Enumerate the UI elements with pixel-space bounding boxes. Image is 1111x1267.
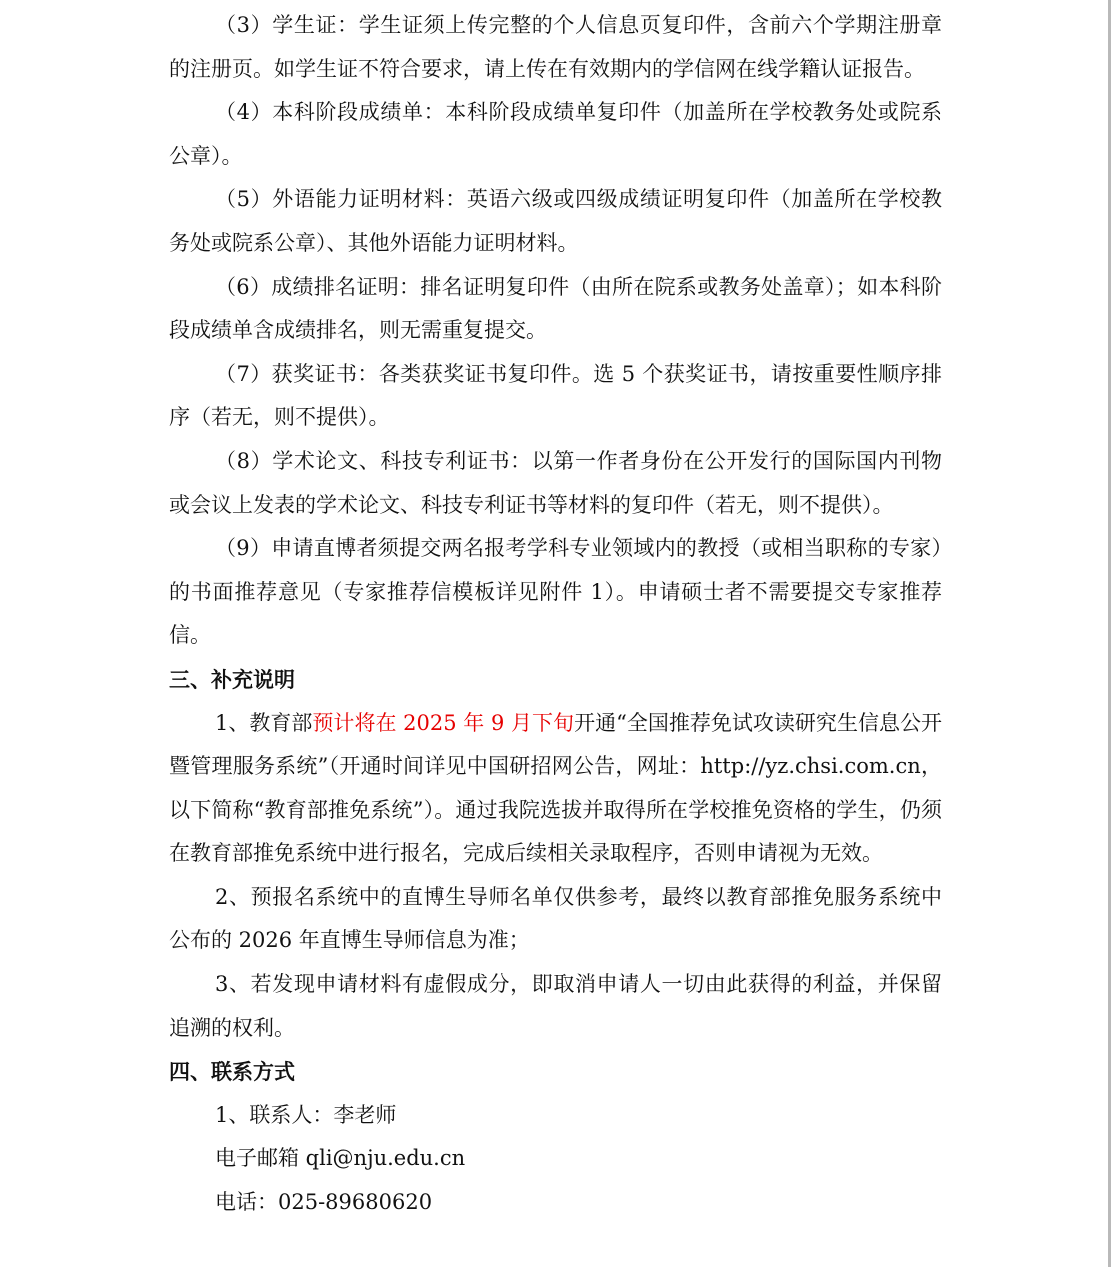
contact-person: 1、联系人：李老师 — [215, 1102, 397, 1127]
contact-email: 电子邮箱 qli@nju.edu.cn — [215, 1146, 466, 1171]
contact-phone: 电话：025-89680620 — [215, 1190, 433, 1215]
item-language-proof: （5）外语能力证明材料：英语六级或四级成绩证明复印件（加盖所在学校教务处或院系公章）、其他外语能力证明材料。 — [169, 187, 942, 255]
section-heading-supplement: 三、补充说明 — [169, 666, 295, 692]
document-body — [169, 4, 942, 1225]
item-student-id: （3）学生证：学生证须上传完整的个人信息页复印件，含前六个学期注册章的注册页。如学生证不符合要求，请上传在有效期内的学信网在线学籍认证报告。 — [169, 13, 942, 81]
item-recommendation-letters: （9）申请直博者须提交两名报考学科专业领域内的教授（或相当职称的专家）的书面推荐意见（专家推荐信模板详见附件 1）。申请硕士者不需要提交专家推荐信。 — [169, 536, 942, 648]
section-heading-contact: 四、联系方式 — [169, 1059, 295, 1085]
item-award-certificates: （7）获奖证书：各类获奖证书复印件。选 5 个获奖证书，请按重要性顺序排序（若无，则不提供）。 — [169, 361, 942, 430]
item-papers-patents: （8）学术论文、科技专利证书：以第一作者身份在公开发行的国际国内刊物或会议上发表的学术论文、科技专利证书等材料的复印件（若无，则不提供）。 — [169, 448, 942, 517]
note-1-rest: 开通“全国推荐免试攻读研究生信息公开暨管理服务系统”（开通时间详见中国研招网公告，网址：http://yz.chsi.com.cn，以下简称“教育部推免系统”）。通过我院选拔并取得所在学校推免资格的学生，仍须在教育部推免系统中进行报名，完成后续相关录取程序，否则申请视为无效。 — [169, 710, 942, 866]
supplement-note-2: 2、预报名系统中的直博生导师名单仅供参考，最终以教育部推免服务系统中公布的 2026 年直博生导师信息为准； — [169, 884, 942, 953]
note-1-highlight: 预计将在 2025 年 9 月下旬 — [312, 710, 575, 735]
note-1-prefix: 1、教育部 — [215, 710, 313, 735]
item-transcript: （4）本科阶段成绩单：本科阶段成绩单复印件（加盖所在学校教务处或院系公章）。 — [169, 100, 942, 168]
supplement-note-3: 3、若发现申请材料有虚假成分，即取消申请人一切由此获得的利益，并保留追溯的权利。 — [169, 972, 942, 1040]
item-ranking-proof: （6）成绩排名证明：排名证明复印件（由所在院系或教务处盖章）；如本科阶段成绩单含成绩排名，则无需重复提交。 — [169, 274, 942, 343]
supplement-note-1 — [169, 702, 942, 876]
